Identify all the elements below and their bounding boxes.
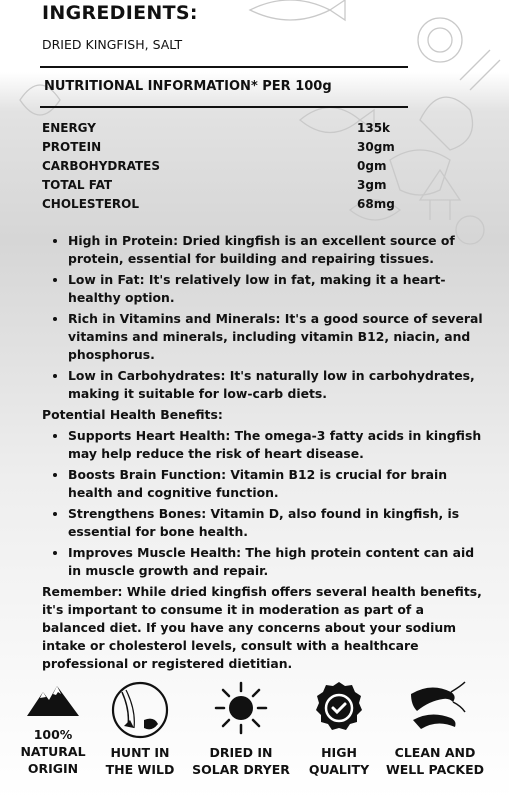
feature-line: THE WILD bbox=[105, 762, 175, 777]
list-item: • Rich in Vitamins and Minerals: It's a good source of several vitamins and minerals, including vitamin B12, niacin, and phosphorus. bbox=[68, 310, 487, 364]
nutrient-value: 0gm bbox=[357, 159, 387, 173]
feature-hunt-in-wild bbox=[90, 680, 190, 778]
ingredients-title: INGREDIENTS: bbox=[42, 2, 198, 24]
feature-line: CLEAN AND bbox=[394, 745, 476, 760]
feature-natural-origin bbox=[3, 680, 103, 777]
feature-line: DRIED IN bbox=[209, 745, 273, 760]
list-item: • Strengthens Bones: Vitamin D, also found in kingfish, is essential for bone health. bbox=[68, 505, 487, 541]
nutrient-value: 68mg bbox=[357, 197, 395, 211]
list-item: • Supports Heart Health: The omega-3 fatty acids in kingfish may help reduce the risk of heart disease. bbox=[68, 427, 487, 463]
mountain-icon bbox=[25, 680, 81, 720]
list-item: • High in Protein: Dried kingfish is an excellent source of protein, essential for building and repairing tissues. bbox=[68, 232, 487, 268]
nutrition-row bbox=[42, 178, 422, 192]
nutrition-row bbox=[42, 197, 422, 211]
divider bbox=[40, 66, 408, 68]
nutrient-value: 135k bbox=[357, 121, 391, 135]
feature-high-quality bbox=[289, 680, 389, 778]
nutrient-label: PROTEIN bbox=[42, 140, 102, 154]
remember-note: Remember: While dried kingfish offers several health benefits, it's important to consume it in moderation as part of a balanced diet. If you have any concerns about your sodium intake or cholesterol levels, consult with a healthcare professional or registered dietitian. bbox=[42, 584, 482, 671]
feature-clean-packed bbox=[380, 680, 490, 778]
nutrient-label: CHOLESTEROL bbox=[42, 197, 140, 211]
quality-badge-icon bbox=[313, 680, 365, 736]
ingredients-text: DRIED KINGFISH, SALT bbox=[42, 37, 183, 52]
feature-solar-dryer bbox=[191, 680, 291, 778]
feature-line: HUNT IN bbox=[110, 745, 170, 760]
nutrition-row bbox=[42, 140, 422, 154]
list-item: • Low in Fat: It's relatively low in fat, making it a heart-healthy option. bbox=[68, 271, 487, 307]
feature-line: HIGH bbox=[321, 745, 357, 760]
nutrient-label: CARBOHYDRATES bbox=[42, 159, 160, 173]
health-info bbox=[42, 232, 487, 676]
hunt-icon bbox=[110, 680, 170, 742]
nutrient-value: 30gm bbox=[357, 140, 395, 154]
feature-line: NATURAL bbox=[20, 744, 86, 759]
nutrition-title: NUTRITIONAL INFORMATION* PER 100g bbox=[44, 79, 332, 94]
nutrition-row bbox=[42, 159, 422, 173]
list-item: • Boosts Brain Function: Vitamin B12 is crucial for brain health and cognitive function. bbox=[68, 466, 487, 502]
nutrient-label: ENERGY bbox=[42, 121, 96, 135]
benefits-heading: Potential Health Benefits: bbox=[42, 407, 223, 422]
benefits-list bbox=[42, 427, 487, 580]
sun-icon bbox=[213, 680, 269, 736]
feature-line: 100% bbox=[33, 727, 73, 742]
shrimp-icon bbox=[403, 680, 467, 736]
feature-line: WELL PACKED bbox=[385, 762, 485, 777]
nutrient-label: TOTAL FAT bbox=[42, 178, 113, 192]
highlights-list bbox=[42, 232, 487, 403]
nutrient-value: 3gm bbox=[357, 178, 387, 192]
list-item: • Low in Carbohydrates: It's naturally low in carbohydrates, making it suitable for low-carb diets. bbox=[68, 367, 487, 403]
nutrition-row bbox=[42, 121, 422, 135]
feature-line: ORIGIN bbox=[27, 761, 79, 776]
list-item: • Improves Muscle Health: The high protein content can aid in muscle growth and repair. bbox=[68, 544, 487, 580]
divider bbox=[40, 106, 408, 108]
feature-line: QUALITY bbox=[308, 762, 370, 777]
feature-line: SOLAR DRYER bbox=[192, 762, 290, 777]
